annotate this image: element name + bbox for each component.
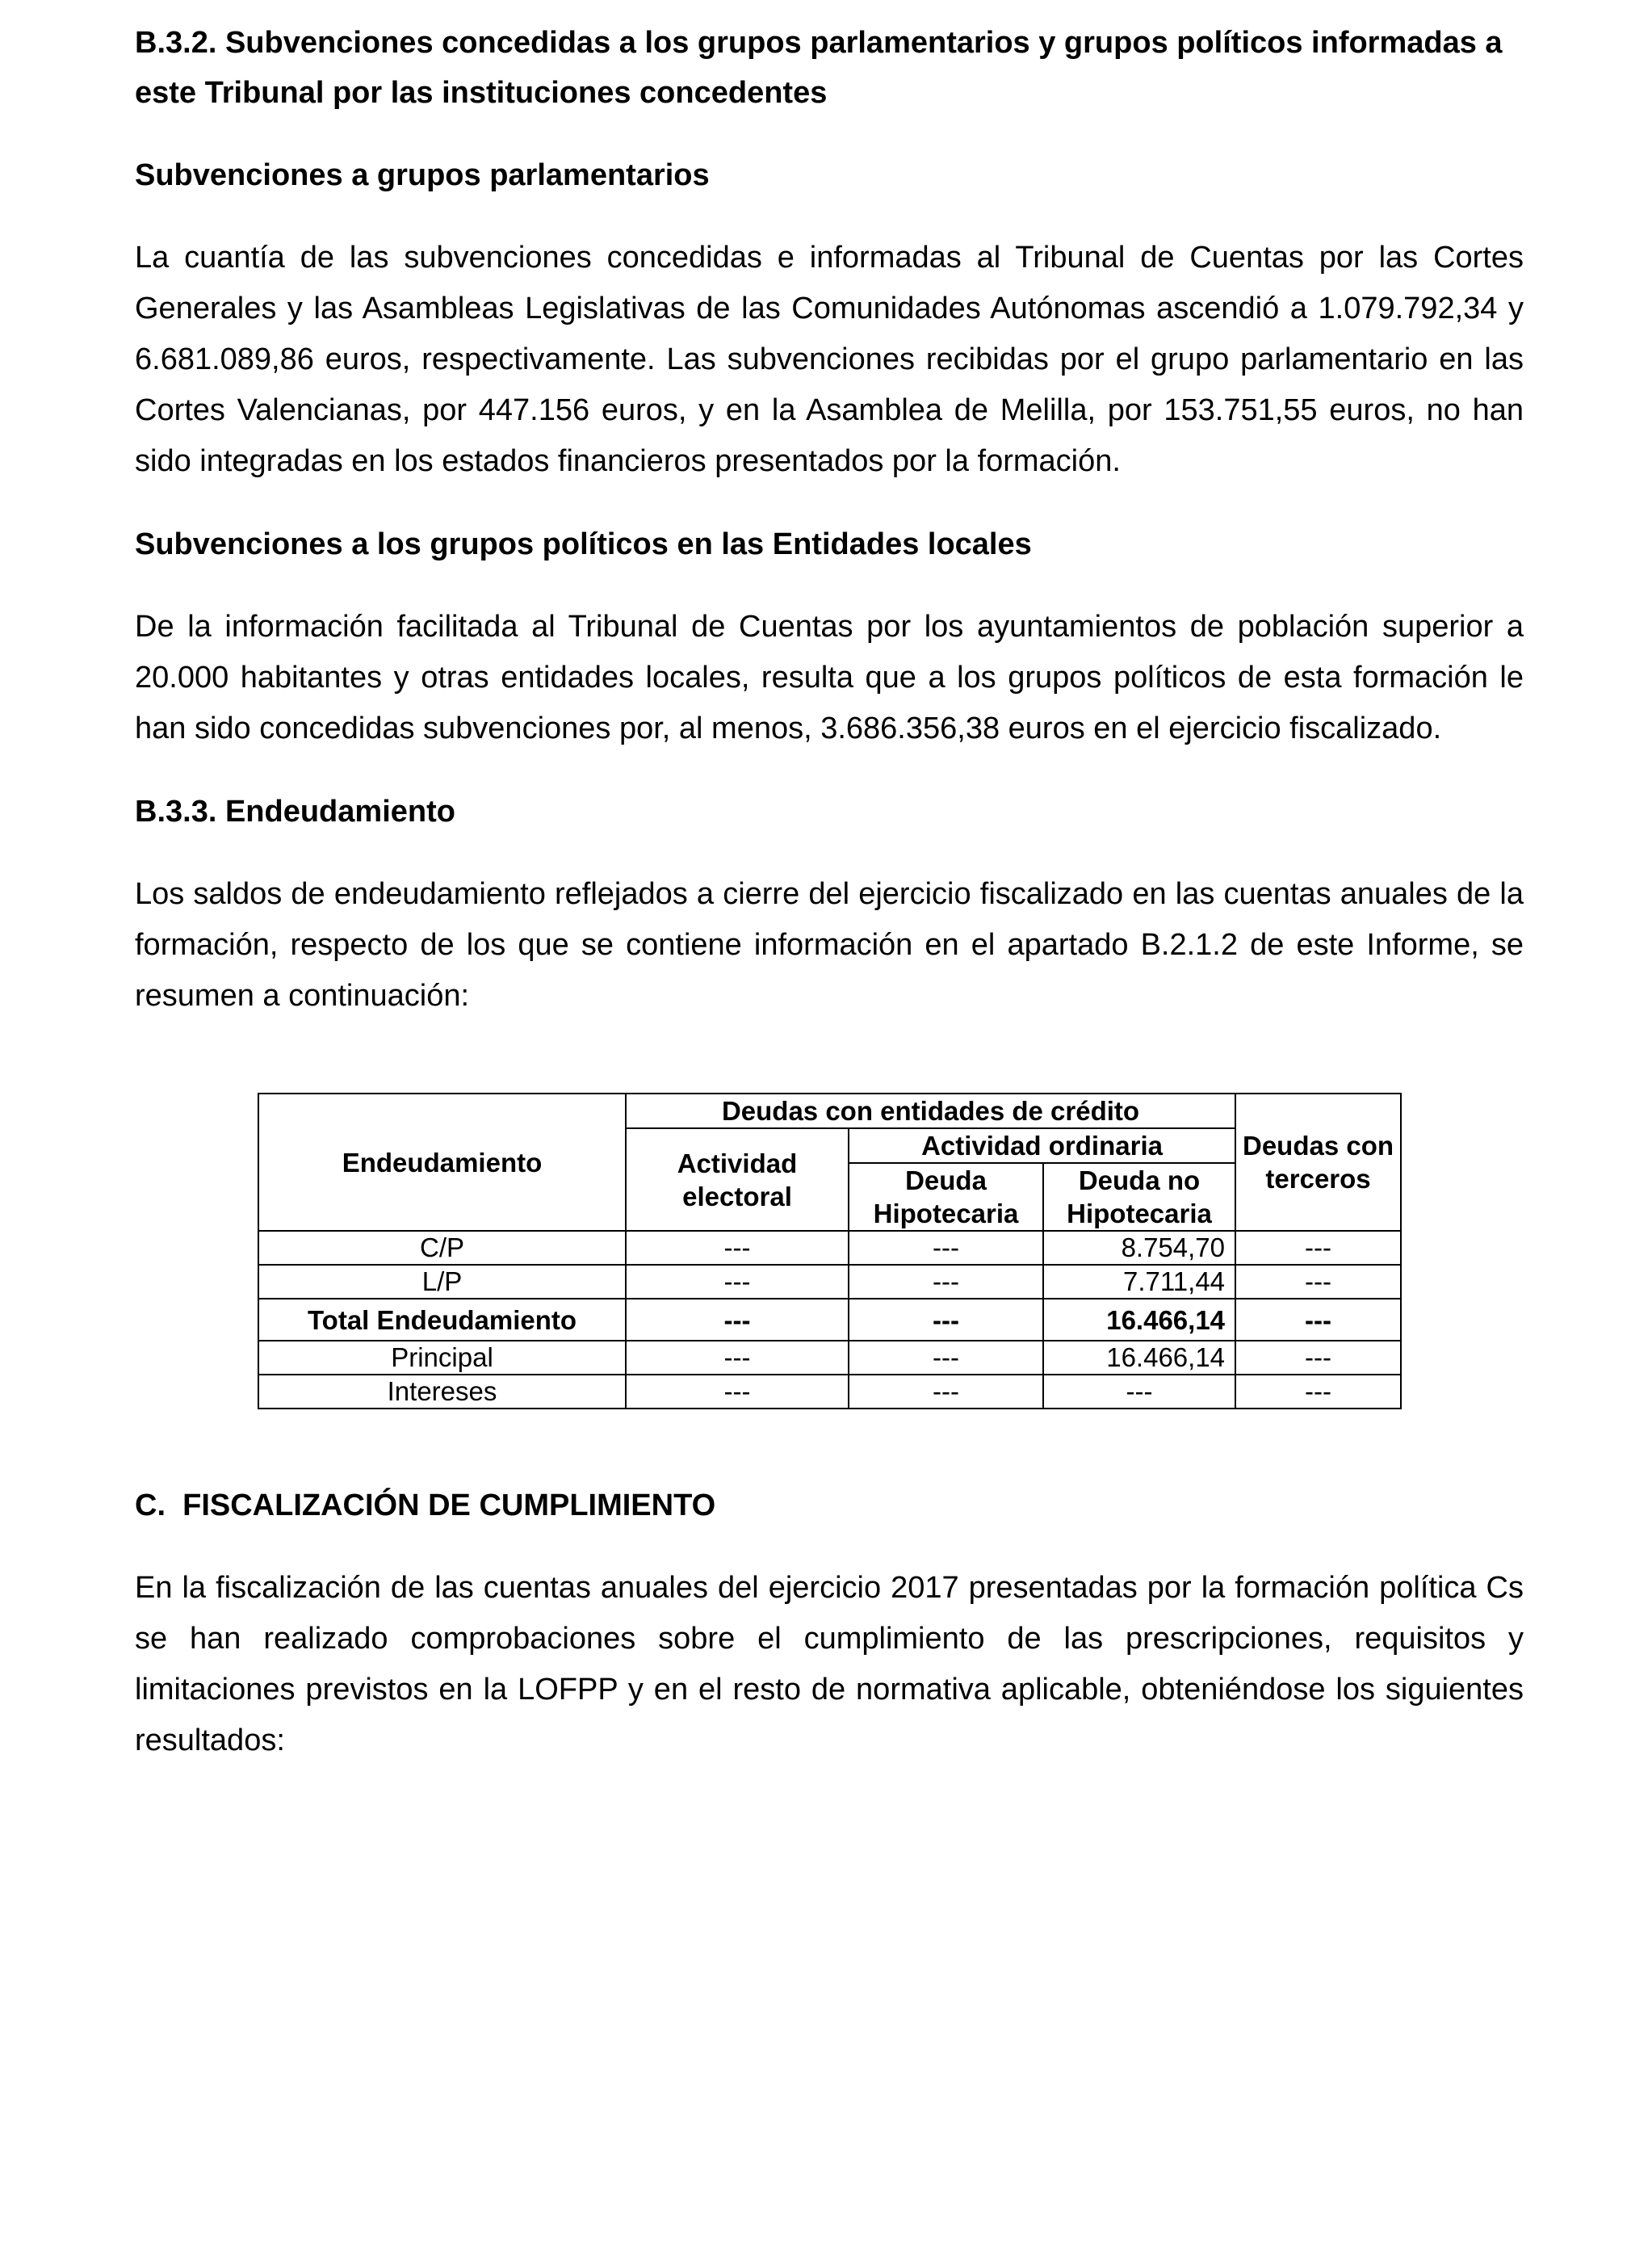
endeudamiento-table-wrapper [258, 1093, 1400, 1409]
header-deudas-credito: Deudas con entidades de crédito [626, 1094, 1235, 1128]
table-row [258, 1341, 1401, 1375]
section-c-text: En la fiscalización de las cuentas anuales del ejercicio 2017 presentadas por la formación política Cs se han realizado comprobaciones sobre el cumplimiento de las prescripciones, requisitos y limitaciones previstos en la LOFPP y en el resto de normativa aplicable, obteniéndose los siguientes resultados: [135, 1571, 1524, 1757]
header-actividad-electoral: Actividad electoral [626, 1128, 849, 1231]
cell-terceros: --- [1235, 1341, 1401, 1375]
cell-no-hipotecaria: 7.711,44 [1043, 1265, 1235, 1299]
table-row [258, 1375, 1401, 1409]
cell-hipotecaria: --- [849, 1231, 1043, 1265]
cell-terceros: --- [1235, 1375, 1401, 1409]
table-row [258, 1265, 1401, 1299]
row-label: C/P [258, 1231, 626, 1265]
header-deuda-hipotecaria: Deuda Hipotecaria [849, 1163, 1043, 1231]
table-row-total [258, 1299, 1401, 1341]
cell-no-hipotecaria: 16.466,14 [1043, 1299, 1235, 1341]
cell-no-hipotecaria: 8.754,70 [1043, 1231, 1235, 1265]
row-label: Intereses [258, 1375, 626, 1409]
cell-electoral: --- [626, 1231, 849, 1265]
section-b33-title: B.3.3. Endeudamiento [135, 795, 455, 829]
cell-terceros: --- [1235, 1265, 1401, 1299]
row-label: Principal [258, 1341, 626, 1375]
cell-hipotecaria: --- [849, 1375, 1043, 1409]
section-b33-text: Los saldos de endeudamiento reflejados a cierre del ejercicio fiscalizado en las cuentas anuales de la formación, respecto de los que se contiene información en el apartado B.2.1.2 de este Informe, se resumen a continuación: [135, 877, 1524, 1013]
row-label: Total Endeudamiento [258, 1299, 626, 1341]
table-row [258, 1231, 1401, 1265]
cell-no-hipotecaria: 16.466,14 [1043, 1341, 1235, 1375]
cell-terceros: --- [1235, 1299, 1401, 1341]
cell-electoral: --- [626, 1341, 849, 1375]
row-label: L/P [258, 1265, 626, 1299]
header-actividad-ordinaria: Actividad ordinaria [849, 1128, 1235, 1163]
cell-electoral: --- [626, 1265, 849, 1299]
cell-hipotecaria: --- [849, 1265, 1043, 1299]
subsection-entidades-locales-text: De la información facilitada al Tribunal de Cuentas por los ayuntamientos de población superior a 20.000 habitantes y otras entidades locales, resulta que a los grupos políticos de esta formación le han sido concedidas subvenciones por, al menos, 3.686.356,38 euros en el ejercicio fiscalizado. [135, 610, 1524, 745]
subsection-grupos-parlamentarios-title: Subvenciones a grupos parlamentarios [135, 158, 710, 192]
header-deuda-no-hipotecaria: Deuda no Hipotecaria [1043, 1163, 1235, 1231]
cell-hipotecaria: --- [849, 1299, 1043, 1341]
section-c-title: C. FISCALIZACIÓN DE CUMPLIMIENTO [135, 1488, 716, 1522]
header-deudas-terceros: Deudas con terceros [1235, 1094, 1401, 1231]
section-b32-title: B.3.2. Subvenciones concedidas a los grupos parlamentarios y grupos políticos informadas a este Tribunal por las instituciones concedentes [135, 26, 1503, 110]
subsection-entidades-locales-title: Subvenciones a los grupos políticos en las Entidades locales [135, 527, 1032, 561]
cell-terceros: --- [1235, 1231, 1401, 1265]
cell-electoral: --- [626, 1375, 849, 1409]
cell-electoral: --- [626, 1299, 849, 1341]
cell-hipotecaria: --- [849, 1341, 1043, 1375]
header-endeudamiento: Endeudamiento [258, 1094, 626, 1231]
subsection-grupos-parlamentarios-text: La cuantía de las subvenciones concedidas e informadas al Tribunal de Cuentas por las Cortes Generales y las Asambleas Legislativas de las Comunidades Autónomas ascendió a 1.079.792,34 y 6.681.089,86 euros, respectivamente. Las subvenciones recibidas por el grupo parlamentario en las Cortes Valencianas, por 447.156 euros, y en la Asamblea de Melilla, por 153.751,55 euros, no han sido integradas en los estados financieros presentados por la formación. [135, 241, 1524, 478]
document-page [135, 18, 1524, 1766]
endeudamiento-table [258, 1093, 1402, 1409]
cell-no-hipotecaria: --- [1043, 1375, 1235, 1409]
